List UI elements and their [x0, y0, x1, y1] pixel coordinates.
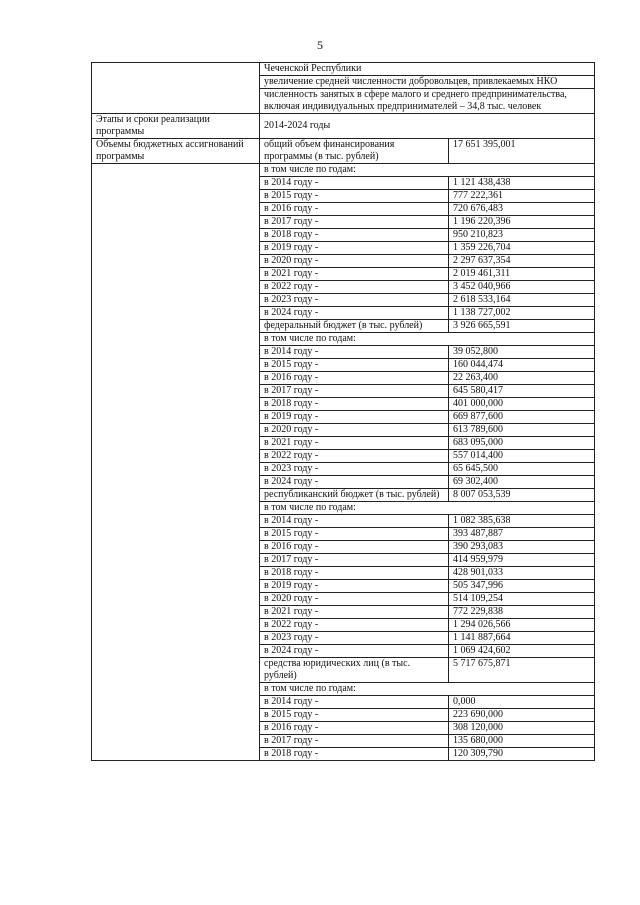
- row-value: 1 196 220,396: [449, 216, 595, 229]
- row-value: 160 044,474: [449, 359, 595, 372]
- row-value: 3 452 040,966: [449, 281, 595, 294]
- row-label: в 2016 году -: [260, 541, 449, 554]
- row-value: 5 717 675,871: [449, 658, 595, 683]
- row-label: в 2016 году -: [260, 203, 449, 216]
- row-value: 1 359 226,704: [449, 242, 595, 255]
- row-value: 0,000: [449, 696, 595, 709]
- row-value: 1 069 424,602: [449, 645, 595, 658]
- row-value: 505 347,996: [449, 580, 595, 593]
- row-value: 772 229,838: [449, 606, 595, 619]
- row-value: 390 293,083: [449, 541, 595, 554]
- row-label: в 2014 году -: [260, 515, 449, 528]
- table-row: [92, 164, 595, 177]
- row-label: в 2014 году -: [260, 177, 449, 190]
- row-value: 645 580,417: [449, 385, 595, 398]
- row-value: 2 019 461,311: [449, 268, 595, 281]
- page-number: 5: [317, 38, 323, 52]
- row-value: 683 095,000: [449, 437, 595, 450]
- row-label: в том числе по годам:: [260, 683, 595, 696]
- row-value: 950 210,823: [449, 229, 595, 242]
- row-value: 2 618 533,164: [449, 294, 595, 307]
- row-label: в 2024 году -: [260, 645, 449, 658]
- empty-label-cell: [92, 63, 260, 114]
- row-label: федеральный бюджет (в тыс. рублей): [260, 320, 449, 333]
- row-value: 514 109,254: [449, 593, 595, 606]
- row-value: 22 263,400: [449, 372, 595, 385]
- row-value: 414 959,979: [449, 554, 595, 567]
- indicator-cell: увеличение средней численности добровольцев, привлекаемых НКО: [260, 76, 595, 89]
- row-label: в том числе по годам:: [260, 502, 595, 515]
- row-label: в 2018 году -: [260, 748, 449, 761]
- row-label: в 2015 году -: [260, 359, 449, 372]
- empty-label-cell: [92, 164, 260, 761]
- row-label: в том числе по годам:: [260, 333, 595, 346]
- row-label: в 2024 году -: [260, 476, 449, 489]
- table-row: [92, 139, 595, 164]
- row-label: республиканский бюджет (в тыс. рублей): [260, 489, 449, 502]
- row-label: в 2021 году -: [260, 437, 449, 450]
- row-value: 613 789,600: [449, 424, 595, 437]
- row-label: в 2022 году -: [260, 450, 449, 463]
- row-label: в 2018 году -: [260, 229, 449, 242]
- row-value: 1 121 438,438: [449, 177, 595, 190]
- table-row: [92, 114, 595, 139]
- row-label: в 2017 году -: [260, 216, 449, 229]
- program-passport-table: [91, 62, 595, 761]
- row-label: в 2020 году -: [260, 424, 449, 437]
- total-value: 17 651 395,001: [449, 139, 595, 164]
- total-label: общий объем финансирования программы (в тыс. рублей): [260, 139, 449, 164]
- row-value: 1 141 887,664: [449, 632, 595, 645]
- row-value: 69 302,400: [449, 476, 595, 489]
- row-value: 135 680,000: [449, 735, 595, 748]
- row-label: в 2018 году -: [260, 398, 449, 411]
- row-value: 65 645,500: [449, 463, 595, 476]
- row-value: 428 901,033: [449, 567, 595, 580]
- row-label: в 2021 году -: [260, 268, 449, 281]
- row-label: в 2015 году -: [260, 528, 449, 541]
- row-value: 223 690,000: [449, 709, 595, 722]
- row-label: в 2022 году -: [260, 619, 449, 632]
- stages-value: 2014-2024 годы: [260, 114, 595, 139]
- row-value: 393 487,887: [449, 528, 595, 541]
- row-label: в 2022 году -: [260, 281, 449, 294]
- row-label: в 2019 году -: [260, 242, 449, 255]
- row-label: средства юридических лиц (в тыс. рублей): [260, 658, 449, 683]
- row-label: в 2023 году -: [260, 632, 449, 645]
- row-label: в 2017 году -: [260, 385, 449, 398]
- row-label: в 2020 году -: [260, 255, 449, 268]
- row-value: 2 297 637,354: [449, 255, 595, 268]
- row-label: в 2014 году -: [260, 346, 449, 359]
- row-label: в 2023 году -: [260, 294, 449, 307]
- row-label: в 2019 году -: [260, 580, 449, 593]
- row-label: в 2018 году -: [260, 567, 449, 580]
- row-value: 39 052,800: [449, 346, 595, 359]
- row-label: в 2016 году -: [260, 722, 449, 735]
- row-value: 557 014,400: [449, 450, 595, 463]
- row-value: 777 222,361: [449, 190, 595, 203]
- row-value: 1 082 385,638: [449, 515, 595, 528]
- row-label: в том числе по годам:: [260, 164, 595, 177]
- row-label: в 2023 году -: [260, 463, 449, 476]
- indicator-cell: численность занятых в сфере малого и среднего предпринимательства, включая индивидуальных предпринимателей – 34,8 тыс. человек: [260, 89, 595, 114]
- row-value: 720 676,483: [449, 203, 595, 216]
- row-value: 3 926 665,591: [449, 320, 595, 333]
- row-value: 308 120,000: [449, 722, 595, 735]
- budget-label: Объемы бюджетных ассигнований программы: [92, 139, 260, 164]
- row-label: в 2021 году -: [260, 606, 449, 619]
- row-value: 120 309,790: [449, 748, 595, 761]
- stages-label: Этапы и сроки реализации программы: [92, 114, 260, 139]
- row-value: 8 007 053,539: [449, 489, 595, 502]
- row-label: в 2024 году -: [260, 307, 449, 320]
- row-value: 1 294 026,566: [449, 619, 595, 632]
- row-label: в 2016 году -: [260, 372, 449, 385]
- row-label: в 2019 году -: [260, 411, 449, 424]
- table-row: [92, 63, 595, 76]
- row-label: в 2015 году -: [260, 709, 449, 722]
- row-label: в 2020 году -: [260, 593, 449, 606]
- indicator-cell: Чеченской Республики: [260, 63, 595, 76]
- row-value: 401 000,000: [449, 398, 595, 411]
- row-label: в 2017 году -: [260, 735, 449, 748]
- row-label: в 2017 году -: [260, 554, 449, 567]
- row-value: 669 877,600: [449, 411, 595, 424]
- row-label: в 2014 году -: [260, 696, 449, 709]
- row-label: в 2015 году -: [260, 190, 449, 203]
- row-value: 1 138 727,002: [449, 307, 595, 320]
